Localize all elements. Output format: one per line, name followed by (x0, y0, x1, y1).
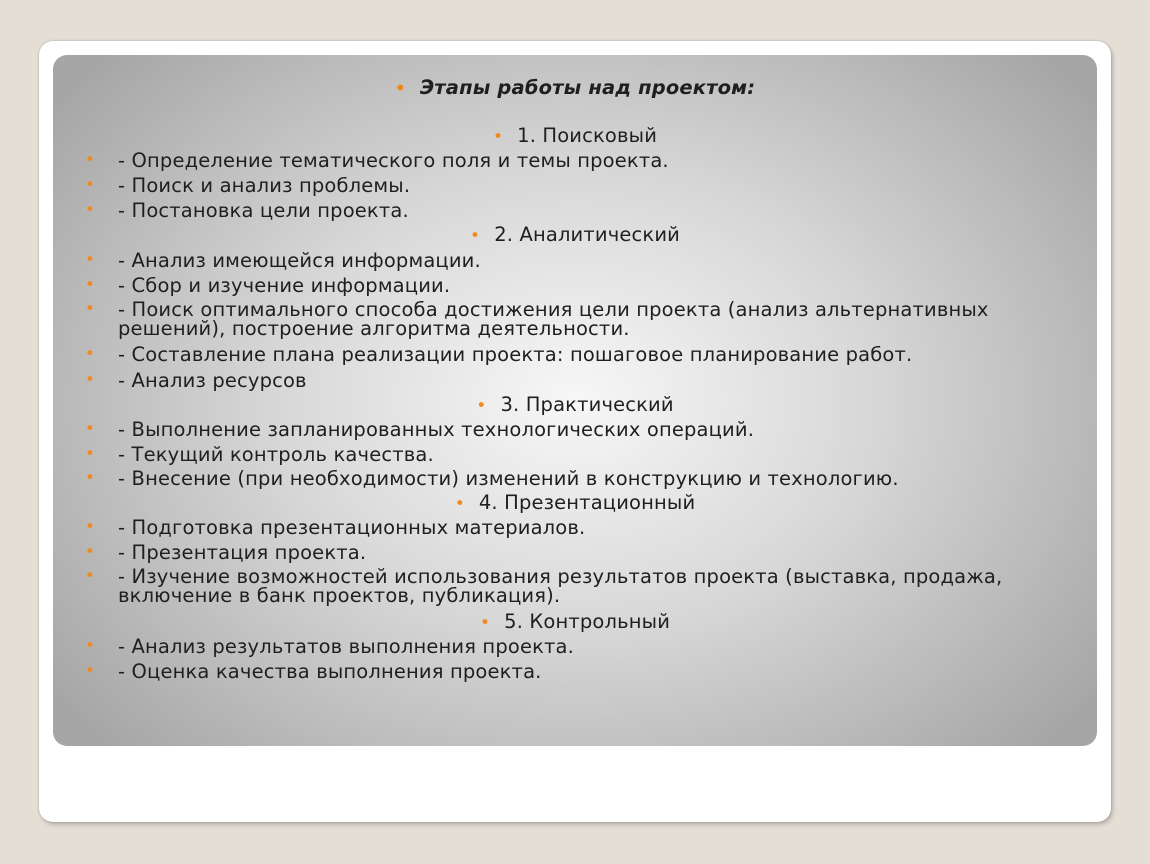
list-item-text: - Постановка цели проекта. (118, 199, 409, 222)
stage-heading: 2. Аналитический (494, 223, 680, 246)
orange-bullet-icon: • (84, 542, 96, 562)
orange-bullet-icon: • (84, 150, 96, 170)
list-item-text: решений), построение алгоритма деятельности. (118, 317, 630, 340)
slide-content-panel (53, 55, 1097, 746)
list-item-text: - Подготовка презентационных материалов. (118, 516, 586, 539)
stage-heading: 4. Презентационный (478, 491, 696, 514)
slide-text-area (53, 55, 1097, 746)
orange-bullet-icon: • (492, 127, 504, 147)
list-item-text: включение в банк проектов, публикация). (118, 584, 561, 607)
stage-heading: 3. Практический (500, 393, 674, 416)
orange-bullet-icon: • (84, 444, 96, 464)
orange-bullet-icon: • (84, 275, 96, 295)
stage-heading-row (53, 492, 1097, 515)
list-item-text: - Определение тематического поля и темы проекта. (118, 149, 669, 172)
orange-bullet-icon: • (84, 468, 96, 488)
list-item-text: - Изучение возможностей использования результатов проекта (выставка, продажа, (118, 565, 1003, 588)
stage-heading: 1. Поисковый (517, 124, 658, 147)
list-item-text: - Презентация проекта. (118, 541, 367, 564)
orange-bullet-icon: • (84, 175, 96, 195)
list-item-text: - Поиск оптимального способа достижения цели проекта (анализ альтернативных (118, 298, 989, 321)
orange-bullet-icon: • (84, 636, 96, 656)
orange-bullet-icon: • (476, 396, 487, 416)
list-item-text: - Анализ результатов выполнения проекта. (118, 635, 574, 658)
orange-bullet-icon: • (84, 250, 96, 270)
list-item-text: - Составление плана реализации проекта: пошаговое планирование работ. (118, 343, 913, 366)
orange-bullet-icon: • (84, 299, 96, 319)
orange-bullet-icon: • (84, 370, 96, 390)
orange-bullet-icon: • (84, 661, 96, 681)
list-item-text: - Внесение (при необходимости) изменений в конструкцию и технологию. (118, 467, 899, 490)
list-item-text: - Поиск и анализ проблемы. (118, 174, 411, 197)
list-item-text: - Анализ имеющейся информации. (118, 249, 481, 272)
list-item-text: - Текущий контроль качества. (118, 443, 434, 466)
slide-title-row (53, 77, 1097, 100)
list-item-text: - Анализ ресурсов (118, 369, 307, 392)
orange-bullet-icon: • (394, 79, 406, 99)
stage-heading-row (53, 125, 1097, 148)
stage-heading-row (53, 611, 1097, 634)
orange-bullet-icon: • (84, 566, 96, 586)
orange-bullet-icon: • (84, 419, 96, 439)
orange-bullet-icon: • (470, 226, 481, 246)
stage-heading-row (53, 224, 1097, 247)
stage-heading: 5. Контрольный (504, 610, 671, 633)
orange-bullet-icon: • (84, 517, 96, 537)
stage-heading-row (53, 394, 1097, 417)
orange-bullet-icon: • (84, 344, 96, 364)
list-item-text: - Выполнение запланированных технологических операций. (118, 418, 755, 441)
orange-bullet-icon: • (454, 494, 465, 514)
orange-bullet-icon: • (84, 200, 96, 220)
orange-bullet-icon: • (479, 613, 491, 633)
list-item-text: - Оценка качества выполнения проекта. (118, 660, 542, 683)
slide-title: Этапы работы над проектом: (419, 76, 756, 99)
list-item-text: - Сбор и изучение информации. (118, 274, 451, 297)
